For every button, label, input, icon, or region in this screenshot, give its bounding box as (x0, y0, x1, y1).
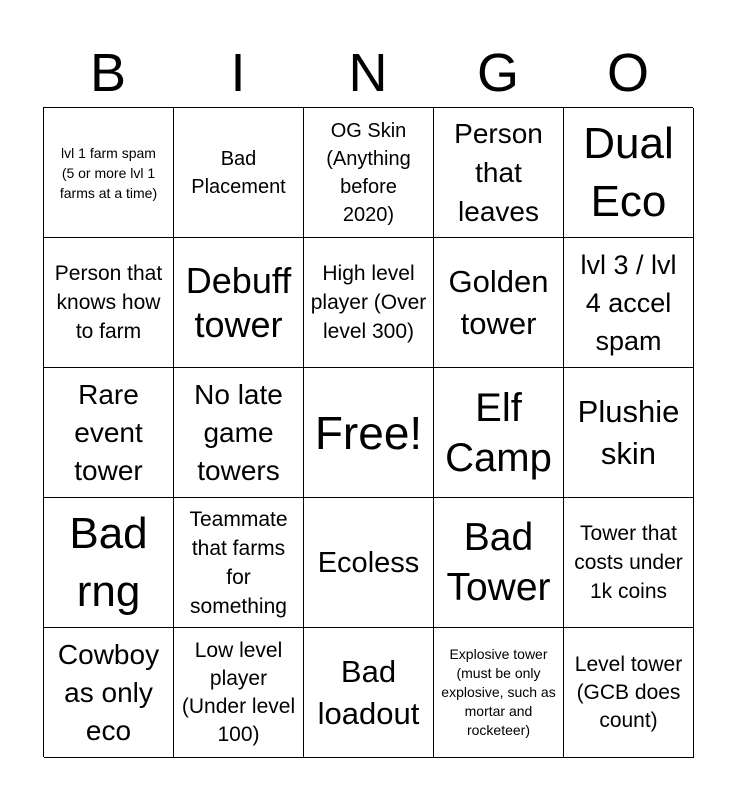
bingo-cell[interactable] (564, 108, 694, 238)
bingo-cell[interactable] (174, 628, 304, 758)
cell-text: Bad rng (69, 508, 148, 616)
cell-text: Debuff tower (185, 259, 292, 345)
bingo-cell[interactable] (434, 238, 564, 368)
cell-text: lvl 3 / lvl 4 accel spam (580, 249, 677, 356)
bingo-cell[interactable] (174, 108, 304, 238)
header-letter-g: G (476, 43, 519, 103)
cell-text: Cowboy as only eco (57, 638, 160, 746)
bingo-cell[interactable] (304, 368, 434, 498)
cell-text: Bad loadout (317, 653, 420, 731)
bingo-cell[interactable] (304, 108, 434, 238)
cell-text: OG Skin (Anything before 2020) (326, 119, 411, 226)
cell-text: Dual Eco (583, 118, 674, 226)
bingo-cell[interactable] (434, 108, 564, 238)
bingo-cell[interactable] (174, 498, 304, 628)
cell-text: Ecoless (317, 546, 420, 579)
cell-text: Explosive tower (must be only explosive, such as mortar and rocketeer) (441, 646, 556, 738)
bingo-cell[interactable] (564, 498, 694, 628)
cell-text: Bad Placement (191, 147, 286, 198)
cell-text: Golden tower (448, 263, 549, 341)
bingo-cell[interactable] (44, 628, 174, 758)
bingo-cell[interactable] (44, 238, 174, 368)
bingo-cell[interactable] (434, 498, 564, 628)
bingo-cell[interactable] (564, 368, 694, 498)
bingo-header (43, 44, 693, 102)
header-letter-i: I (230, 43, 246, 103)
cell-text: Person that knows how to farm (54, 262, 163, 343)
header-letter-n: N (348, 43, 388, 103)
bingo-cell[interactable] (44, 368, 174, 498)
cell-text: Free! (314, 406, 423, 459)
bingo-cell[interactable] (304, 498, 434, 628)
cell-text: Rare event tower (74, 378, 143, 486)
bingo-cell[interactable] (434, 628, 564, 758)
bingo-cell[interactable] (564, 628, 694, 758)
bingo-cell[interactable] (44, 498, 174, 628)
cell-text: Low level player (Under level 100) (181, 638, 296, 746)
bingo-cell[interactable] (434, 368, 564, 498)
bingo-cell[interactable] (304, 628, 434, 758)
bingo-cell[interactable] (304, 238, 434, 368)
cell-text: High level player (Over level 300) (310, 262, 427, 343)
cell-text: Bad Tower (446, 515, 551, 609)
bingo-cell[interactable] (44, 108, 174, 238)
cell-text: Teammate that farms for something (189, 507, 288, 618)
cell-text: Plushie skin (577, 393, 680, 471)
bingo-cell[interactable] (174, 368, 304, 498)
cell-text: Tower that costs under 1k coins (574, 522, 683, 603)
cell-text: Person that leaves (454, 118, 543, 227)
header-letter-o: O (606, 43, 649, 103)
cell-text: No late game towers (194, 378, 283, 486)
cell-text: Level tower (GCB does count) (574, 652, 683, 732)
header-letter-b: B (89, 43, 127, 103)
bingo-card-grid (43, 107, 693, 757)
bingo-cell[interactable] (174, 238, 304, 368)
cell-text: Elf Camp (445, 385, 552, 480)
bingo-cell[interactable] (564, 238, 694, 368)
cell-text: lvl 1 farm spam (5 or more lvl 1 farms at a time) (59, 144, 158, 201)
